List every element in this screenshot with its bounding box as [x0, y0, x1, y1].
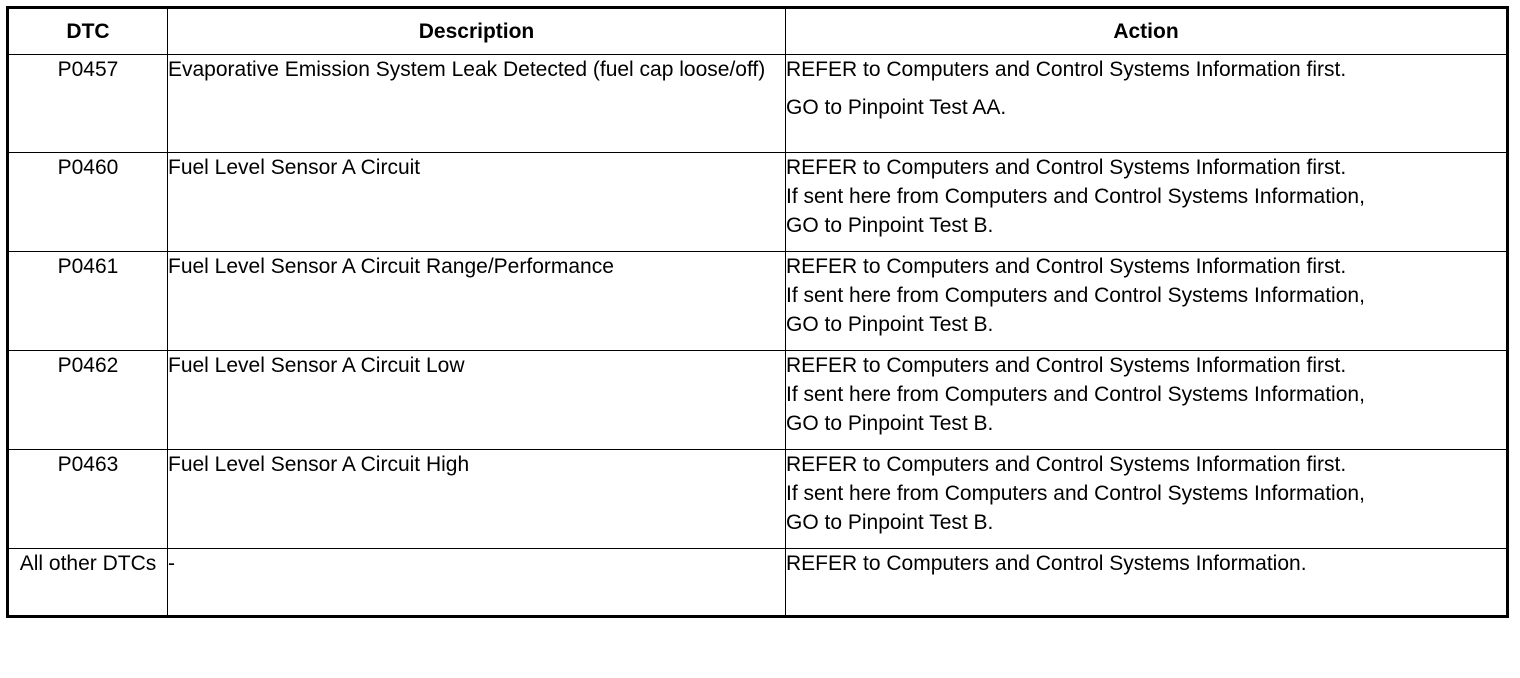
dtc-description: Fuel Level Sensor A Circuit [168, 153, 786, 252]
table-row-all-other [8, 549, 1508, 617]
dtc-action [786, 252, 1508, 351]
dtc-description: Fuel Level Sensor A Circuit Range/Performance [168, 252, 786, 351]
header-description: Description [168, 8, 786, 55]
action-line: REFER to Computers and Control Systems Information first. [786, 453, 1347, 476]
action-line: REFER to Computers and Control Systems Information first. [786, 255, 1347, 278]
dtc-code: All other DTCs [8, 549, 168, 617]
action-line: GO to Pinpoint Test B. [786, 511, 994, 534]
dtc-description: - [168, 549, 786, 617]
action-line: REFER to Computers and Control Systems Information first. [786, 354, 1347, 377]
action-line: REFER to Computers and Control Systems Information first. [786, 156, 1347, 179]
table-row-p0460 [8, 153, 1508, 252]
dtc-action [786, 549, 1508, 617]
table-header-row [8, 8, 1508, 55]
action-line: REFER to Computers and Control Systems Information. [786, 552, 1307, 575]
dtc-action [786, 153, 1508, 252]
dtc-description: Fuel Level Sensor A Circuit Low [168, 351, 786, 450]
header-action: Action [786, 8, 1508, 55]
action-line: GO to Pinpoint Test B. [786, 214, 994, 237]
dtc-action [786, 55, 1508, 153]
action-line: GO to Pinpoint Test B. [786, 313, 994, 336]
description-text: Evaporative Emission System Leak Detected (fuel cap loose/off) [168, 58, 766, 81]
dtc-code: P0463 [8, 450, 168, 549]
table-row-p0461 [8, 252, 1508, 351]
dtc-code: P0461 [8, 252, 168, 351]
dtc-code: P0462 [8, 351, 168, 450]
table-row-p0462 [8, 351, 1508, 450]
header-dtc: DTC [8, 8, 168, 55]
dtc-action [786, 450, 1508, 549]
dtc-table [6, 6, 1509, 618]
action-line: If sent here from Computers and Control Systems Information, [786, 284, 1365, 307]
dtc-description: Fuel Level Sensor A Circuit High [168, 450, 786, 549]
dtc-description [168, 55, 786, 153]
action-line: If sent here from Computers and Control Systems Information, [786, 383, 1365, 406]
action-line: GO to Pinpoint Test AA. [786, 96, 1007, 119]
action-line: If sent here from Computers and Control Systems Information, [786, 482, 1365, 505]
dtc-action [786, 351, 1508, 450]
action-line: GO to Pinpoint Test B. [786, 412, 994, 435]
table-row-p0457 [8, 55, 1508, 153]
dtc-code: P0457 [8, 55, 168, 153]
action-line: If sent here from Computers and Control Systems Information, [786, 185, 1365, 208]
dtc-code: P0460 [8, 153, 168, 252]
table-row-p0463 [8, 450, 1508, 549]
action-line: REFER to Computers and Control Systems Information first. [786, 58, 1347, 81]
